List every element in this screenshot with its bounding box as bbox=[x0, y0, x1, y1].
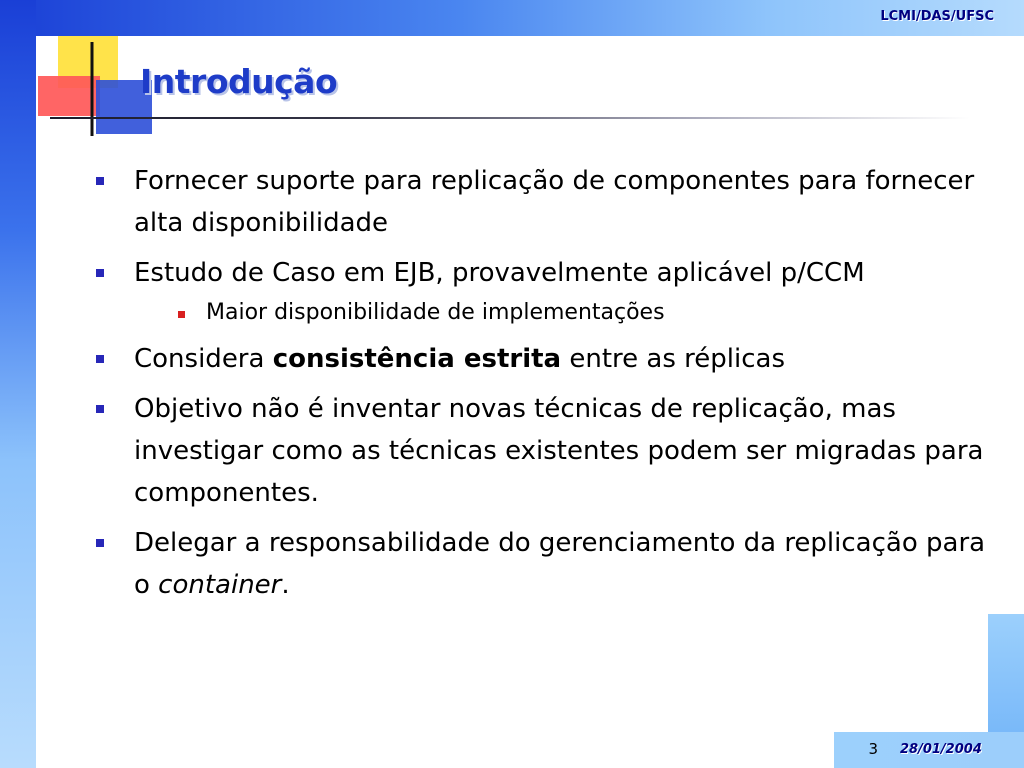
square-bullet-icon bbox=[96, 405, 104, 413]
bullet-text: Fornecer suporte para replicação de componentes para fornecer alta disponibilidade bbox=[134, 166, 975, 238]
slide-title: Introdução bbox=[140, 62, 338, 101]
sub-list-item bbox=[178, 296, 996, 330]
bullet-text-pre: Considera bbox=[134, 344, 273, 374]
org-label: LCMI/DAS/UFSC bbox=[880, 9, 994, 24]
bullet-text-post: entre as réplicas bbox=[561, 344, 785, 374]
bullet-text-post: . bbox=[281, 570, 290, 600]
bullet-text: Estudo de Caso em EJB, provavelmente aplicável p/CCM bbox=[134, 258, 865, 288]
bullet-list bbox=[96, 160, 996, 614]
list-item bbox=[96, 388, 996, 514]
footer-date: 28/01/2004 bbox=[900, 742, 982, 757]
bullet-text-pre: Delegar a responsabilidade do gerenciamento da replicação para o bbox=[134, 528, 986, 600]
bullet-text-bold: consistência estrita bbox=[272, 344, 562, 374]
list-item bbox=[96, 252, 996, 294]
list-item bbox=[96, 160, 996, 244]
list-item bbox=[96, 338, 996, 380]
red-square-bullet-icon bbox=[178, 311, 185, 318]
bullet-text-italic: container bbox=[158, 570, 282, 600]
page-number: 3 bbox=[868, 740, 878, 758]
bullet-text: Objetivo não é inventar novas técnicas de replicação, mas investigar como as técnicas existentes podem ser migradas para componentes. bbox=[134, 394, 984, 508]
square-bullet-icon bbox=[96, 269, 104, 277]
square-bullet-icon bbox=[96, 539, 104, 547]
square-bullet-icon bbox=[96, 355, 104, 363]
list-item bbox=[96, 522, 996, 606]
square-bullet-icon bbox=[96, 177, 104, 185]
title-underline bbox=[50, 117, 970, 119]
sub-bullet-text: Maior disponibilidade de implementações bbox=[206, 300, 665, 325]
